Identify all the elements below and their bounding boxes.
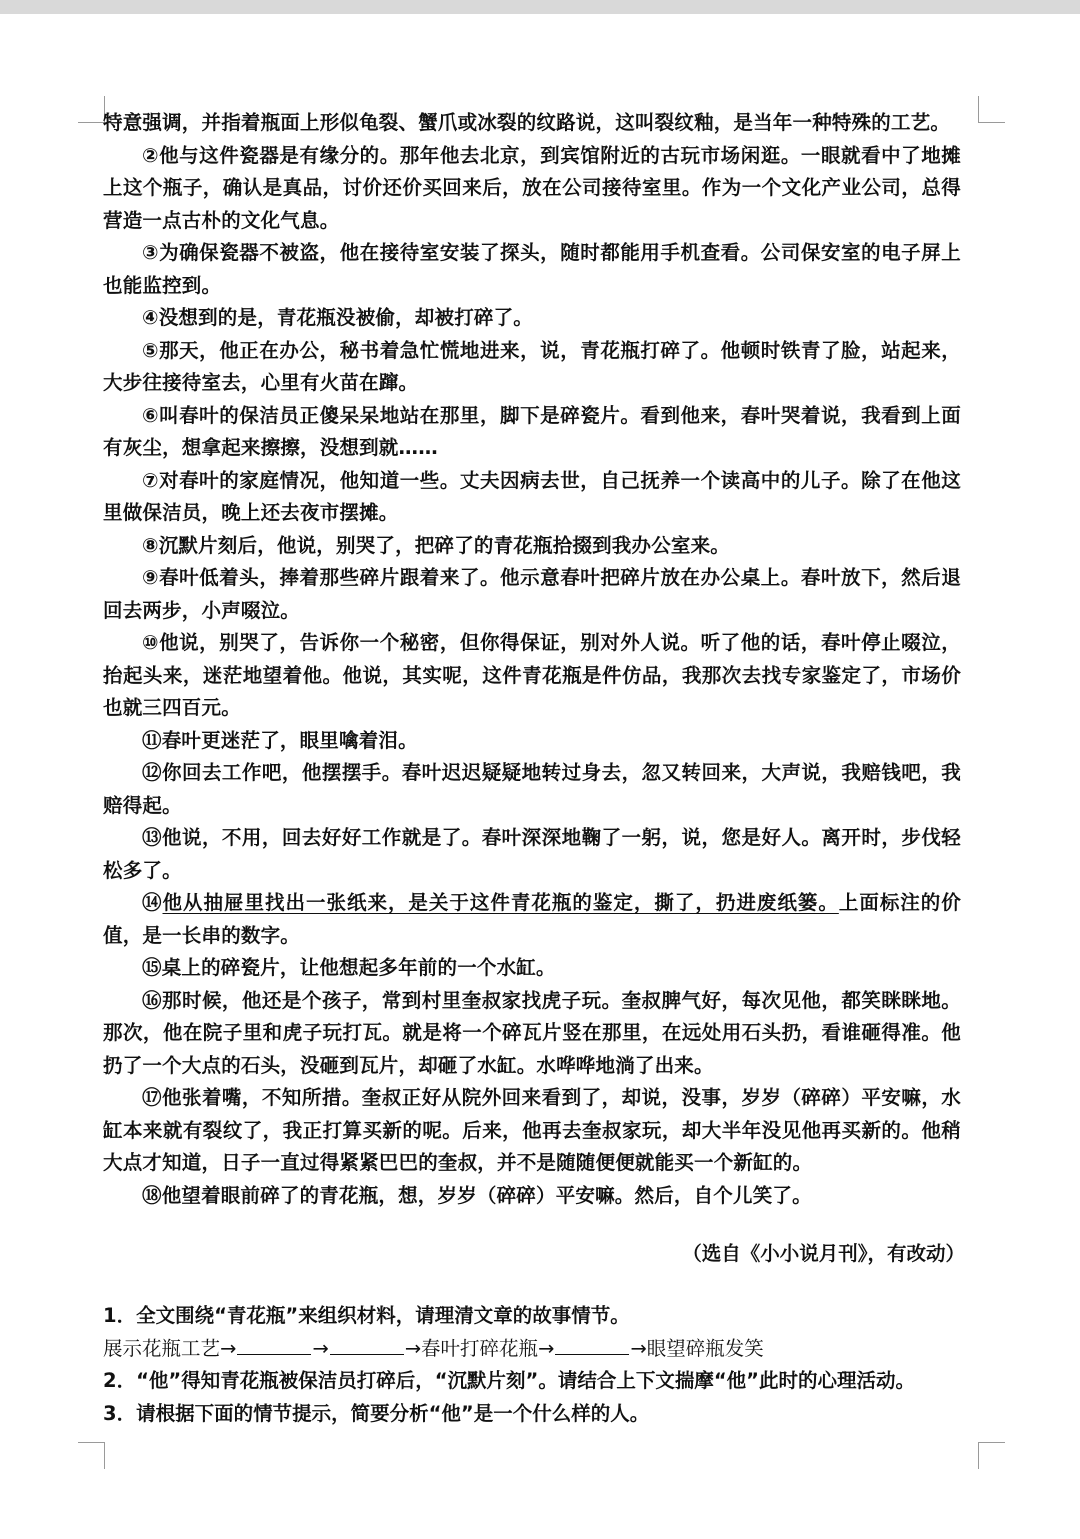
paragraph-marker: ⑭ <box>142 891 163 914</box>
paragraph: ⑧沉默片刻后，他说，别哭了，把碎了的青花瓶拾掇到我办公室来。 <box>142 533 731 557</box>
answer-blank-3[interactable] <box>555 1336 629 1355</box>
paragraph: ④没想到的是，青花瓶没被偷，却被打碎了。 <box>142 306 534 329</box>
question-1: 1．全文围绕“青花瓶”来组织材料，请理清文章的故事情节。 <box>103 1304 630 1327</box>
paragraph: ⑰他张着嘴，不知所措。奎叔正好从院外回来看到了，却说，没事，岁岁（碎碎）平安嘛，水缸本来就有裂纹了，我正打算买新的呢。后来，他再去奎叔家玩，却大半年没见他再买新的。他稍大点才知道，日子一直过得紧紧巴巴的奎叔，并不是随随便便就能买一个新缸的。 <box>103 1086 961 1174</box>
plot-fill-in-line <box>103 1333 963 1366</box>
question-3: 3．请根据下面的情节提示，简要分析“他”是一个什么样的人。 <box>103 1401 650 1425</box>
paragraph: ⑬他说，不用，回去好好工作就是了。春叶深深地鞠了一躬，说，您是好人。离开时，步伐轻松多了。 <box>103 826 961 882</box>
article-body <box>103 107 961 1212</box>
fill-arrow: → <box>312 1336 329 1360</box>
paragraph: 特意强调，并指着瓶面上形似龟裂、蟹爪或冰裂的纹路说，这叫裂纹釉，是当年一种特殊的工艺。 <box>103 111 951 134</box>
paragraph: ⑪春叶更迷茫了，眼里噙着泪。 <box>142 728 418 752</box>
margin-corner-mark <box>978 1442 1005 1469</box>
paragraph: ②他与这件瓷器是有缘分的。那年他去北京，到宾馆附近的古玩市场闲逛。一眼就看中了地摊上这个瓶子，确认是真品，讨价还价买回来后，放在公司接待室里。作为一个文化产业公司，总得营造一点古朴的文化气息。 <box>103 143 961 232</box>
fill-end: →眼望碎瓶发笑 <box>630 1336 764 1360</box>
paragraph: ⑤那天，他正在办公，秘书着急忙慌地进来，说，青花瓶打碎了。他顿时铁青了脸，站起来，大步往接待室去，心里有火苗在蹿。 <box>103 338 961 394</box>
answer-blank-2[interactable] <box>330 1336 404 1355</box>
paragraph: ⑮桌上的碎瓷片，让他想起多年前的一个水缸。 <box>142 956 556 979</box>
fill-middle: →春叶打碎花瓶→ <box>404 1336 555 1360</box>
margin-corner-mark <box>78 96 105 123</box>
paragraph: ⑱他望着眼前碎了的青花瓶，想，岁岁（碎碎）平安嘛。然后，自个儿笑了。 <box>142 1183 812 1207</box>
underlined-sentence: 他从抽屉里找出一张纸来，是关于这件青花瓶的鉴定，撕了，扔进废纸篓。 <box>162 891 839 914</box>
source-citation: （选自《小小说月刊》，有改动） <box>682 1242 965 1265</box>
paragraph-rest: 上面标注的价值，是一长串的数字。 <box>103 891 962 947</box>
paragraph: ⑯那时候，他还是个孩子，常到村里奎叔家找虎子玩。奎叔脾气好，每次见他，都笑眯眯地。那次，他在院子里和虎子玩打瓦。就是将一个碎瓦片竖在那里，在远处用石头扔，看谁砸得准。他扔了一个大点的石头，没砸到瓦片，却砸了水缸。水哗哗地淌了出来。 <box>103 988 961 1077</box>
fill-start: 展示花瓶工艺→ <box>103 1336 237 1360</box>
paragraph: ⑫你回去工作吧，他摆摆手。春叶迟迟疑疑地转过身去，忽又转回来，大声说，我赔钱吧，我赔得起。 <box>103 761 961 817</box>
questions-section <box>103 1300 963 1430</box>
answer-blank-1[interactable] <box>237 1336 311 1355</box>
paragraph-14 <box>103 887 961 952</box>
top-toolbar-strip <box>0 0 1080 14</box>
margin-corner-mark <box>978 96 1005 123</box>
margin-corner-mark <box>78 1442 105 1469</box>
paragraph: ⑩他说，别哭了，告诉你一个秘密，但你得保证，别对外人说。听了他的话，春叶停止啜泣，抬起头来，迷茫地望着他。他说，其实呢，这件青花瓶是件仿品，我那次去找专家鉴定了，市场价也就三四百元。 <box>103 631 961 719</box>
question-2: 2．“他”得知青花瓶被保洁员打碎后，“沉默片刻”。请结合上下文揣摩“他”此时的心理活动。 <box>103 1369 915 1392</box>
paragraph: ⑦对春叶的家庭情况，他知道一些。丈夫因病去世，自己抚养一个读高中的儿子。除了在他这里做保洁员，晚上还去夜市摆摊。 <box>103 468 961 524</box>
paragraph: ③为确保瓷器不被盗，他在接待室安装了探头，随时都能用手机查看。公司保安室的电子屏上也能监控到。 <box>103 241 961 297</box>
paragraph: ⑥叫春叶的保洁员正傻呆呆地站在那里，脚下是碎瓷片。看到他来，春叶哭着说，我看到上面有灰尘，想拿起来擦擦，没想到就…… <box>103 403 961 459</box>
paragraph: ⑨春叶低着头，捧着那些碎片跟着来了。他示意春叶把碎片放在办公桌上。春叶放下，然后退回去两步，小声啜泣。 <box>103 566 961 622</box>
